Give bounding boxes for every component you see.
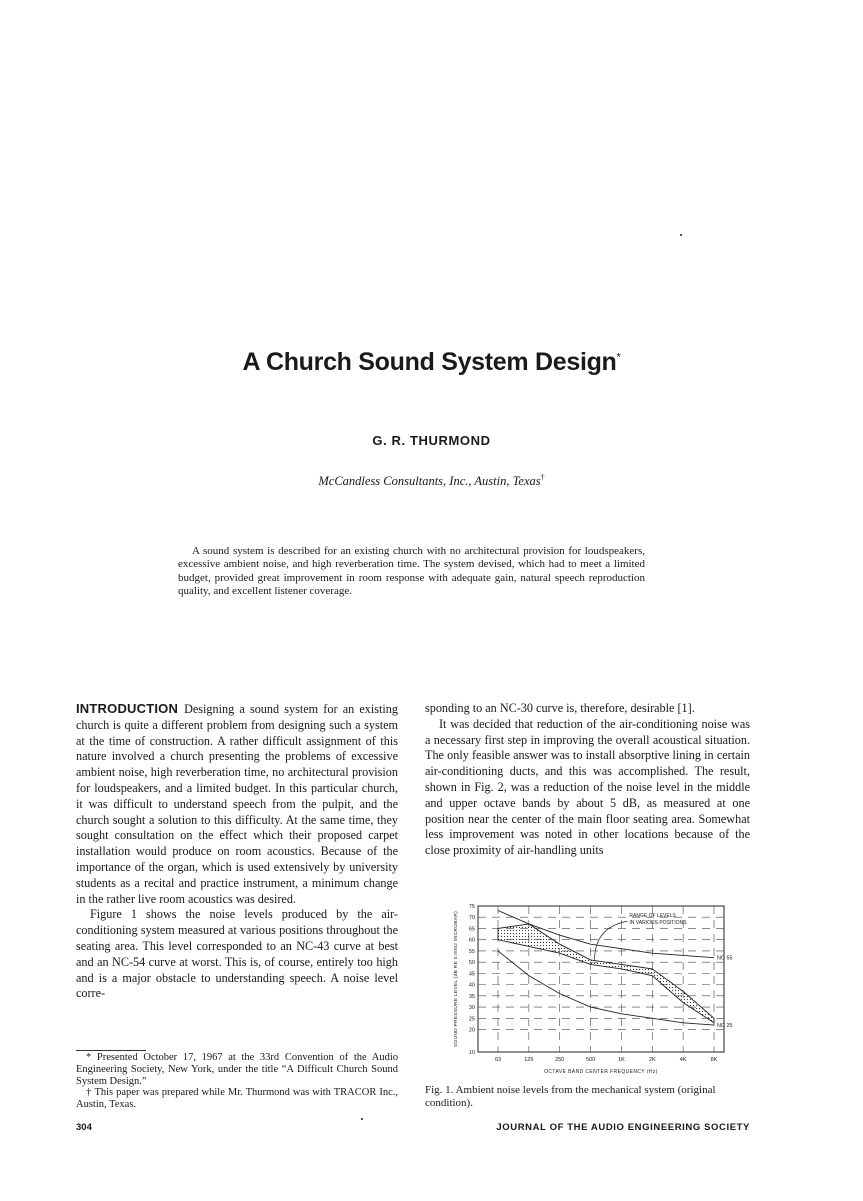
footnote-1: * Presented October 17, 1967 at the 33rd Convention of the Audio Engineering Society, New York, under the title “A Difficult Church Sound System Design.”: [76, 1052, 398, 1087]
footnote-2: † This paper was prepared while Mr. Thurmond was with TRACOR Inc., Austin, Texas.: [76, 1087, 398, 1111]
y-tick-label: 70: [468, 915, 475, 922]
x-tick-label: 63: [494, 1057, 502, 1063]
intro-paragraph-1-text: Designing a sound system for an existing church is quite a different problem from designing such a system at the time of construction. A rather difficult assignment of this nature involved a church presenting the problems of excessive ambient noise, high reverberation time, no architectural provision for loudspeakers, and a limited budget. In this particular church, it was difficult to understand speech from the pulpit, and the church sought a solution to this difficulty. At the same time, they sought consultation on the effect which their proposed carpet installation would produce on room acoustics. Because of the importance of the organ, which is used extensively by university students as a recital and practice instrument, a minimum change in the rather live room acoustics was desired.: [76, 702, 398, 906]
noise-level-chart: [446, 884, 736, 1080]
page-number: 304: [76, 1122, 92, 1133]
scan-speck: [361, 1118, 363, 1120]
paragraph-noise-reduction: It was decided that reduction of the air-conditioning noise was a necessary first step in improving the overall acoustical situation. The only feasible answer was to install absorptive lining in certain air-conditioning ducts, and this was accomplished. The result, shown in Fig. 2, was a reduction of the noise level in the middle and upper octave bands by about 5 dB, as measured at one position near the center of the main floor seating area. Somewhat less improvement was noted in other locations because of the close proximity of air-handling units: [425, 716, 750, 858]
y-tick-label: 50: [468, 960, 475, 967]
annotation-leader: [595, 921, 628, 960]
y-tick-label: 40: [468, 982, 475, 989]
paragraph-continued: sponding to an NC-30 curve is, therefore, desirable [1].: [425, 701, 695, 715]
x-tick-label: 4K: [679, 1057, 687, 1063]
y-tick-label: 10: [468, 1050, 475, 1056]
y-tick-label: 20: [468, 1027, 475, 1034]
y-tick-label: 55: [468, 948, 475, 955]
left-column: [76, 701, 398, 1002]
affiliation-footnote-mark: †: [540, 473, 545, 482]
title-footnote-mark: *: [616, 351, 621, 364]
x-tick-label: 500: [585, 1057, 596, 1063]
series-label: NC 55: [717, 955, 733, 962]
x-tick-label: 250: [555, 1057, 565, 1063]
author-name: G. R. THURMOND: [372, 433, 491, 448]
x-tick-label: 1K: [618, 1057, 625, 1063]
series-label: NC 25: [717, 1023, 733, 1030]
y-axis-label: SOUND PRESSURE LEVEL (dB RE 0.0002 MICROBAR): [454, 911, 459, 1047]
title-text: A Church Sound System Design: [242, 348, 617, 376]
scan-speck: [680, 234, 682, 236]
annotation-text: RANGE OF LEVELS: [629, 913, 676, 920]
intro-paragraph-2: Figure 1 shows the noise levels produced by the air-conditioning system measured at various positions throughout the seating area. This level corresponded to an NC-43 curve at best and an NC-54 curve at worst. This is, of course, entirely too high and is a major obstacle to understanding speech. A noise level corre-: [76, 907, 398, 1001]
x-tick-label: 8K: [710, 1057, 718, 1063]
footnotes: [76, 1052, 398, 1111]
annotation-text: IN VARIOUS POSITIONS: [629, 920, 687, 927]
intro-paragraph-1: [76, 701, 398, 907]
footnote-rule: [76, 1050, 146, 1051]
figure-caption: Fig. 1. Ambient noise levels from the mechanical system (original condition).: [425, 1084, 716, 1109]
y-tick-label: 60: [468, 937, 475, 944]
y-tick-label: 75: [468, 904, 475, 910]
y-tick-label: 35: [468, 993, 475, 1000]
right-column: [425, 701, 750, 859]
y-tick-label: 45: [468, 971, 475, 978]
y-tick-label: 65: [468, 926, 475, 933]
author-affiliation: [0, 473, 863, 489]
figure-1: [446, 884, 736, 1080]
section-heading-introduction: INTRODUCTION: [76, 701, 179, 716]
y-tick-label: 30: [468, 1005, 475, 1012]
x-tick-label: 2K: [648, 1057, 656, 1063]
x-tick-label: 125: [524, 1057, 534, 1063]
affiliation-text: McCandless Consultants, Inc., Austin, Texas: [318, 474, 541, 489]
journal-name: JOURNAL OF THE AUDIO ENGINEERING SOCIETY: [496, 1122, 750, 1133]
x-axis-label: OCTAVE BAND CENTER FREQUENCY (Hz): [544, 1069, 658, 1075]
abstract: A sound system is described for an existing church with no architectural provision for loudspeakers, excessive ambient noise, and high reverberation time. The system devised, which had to meet a limited budget, provided great improvement in room response with adequate gain, natural speech reproduction quality, and excellent listener coverage.: [178, 545, 645, 597]
y-tick-label: 25: [468, 1016, 475, 1023]
paper-title: [0, 348, 863, 377]
